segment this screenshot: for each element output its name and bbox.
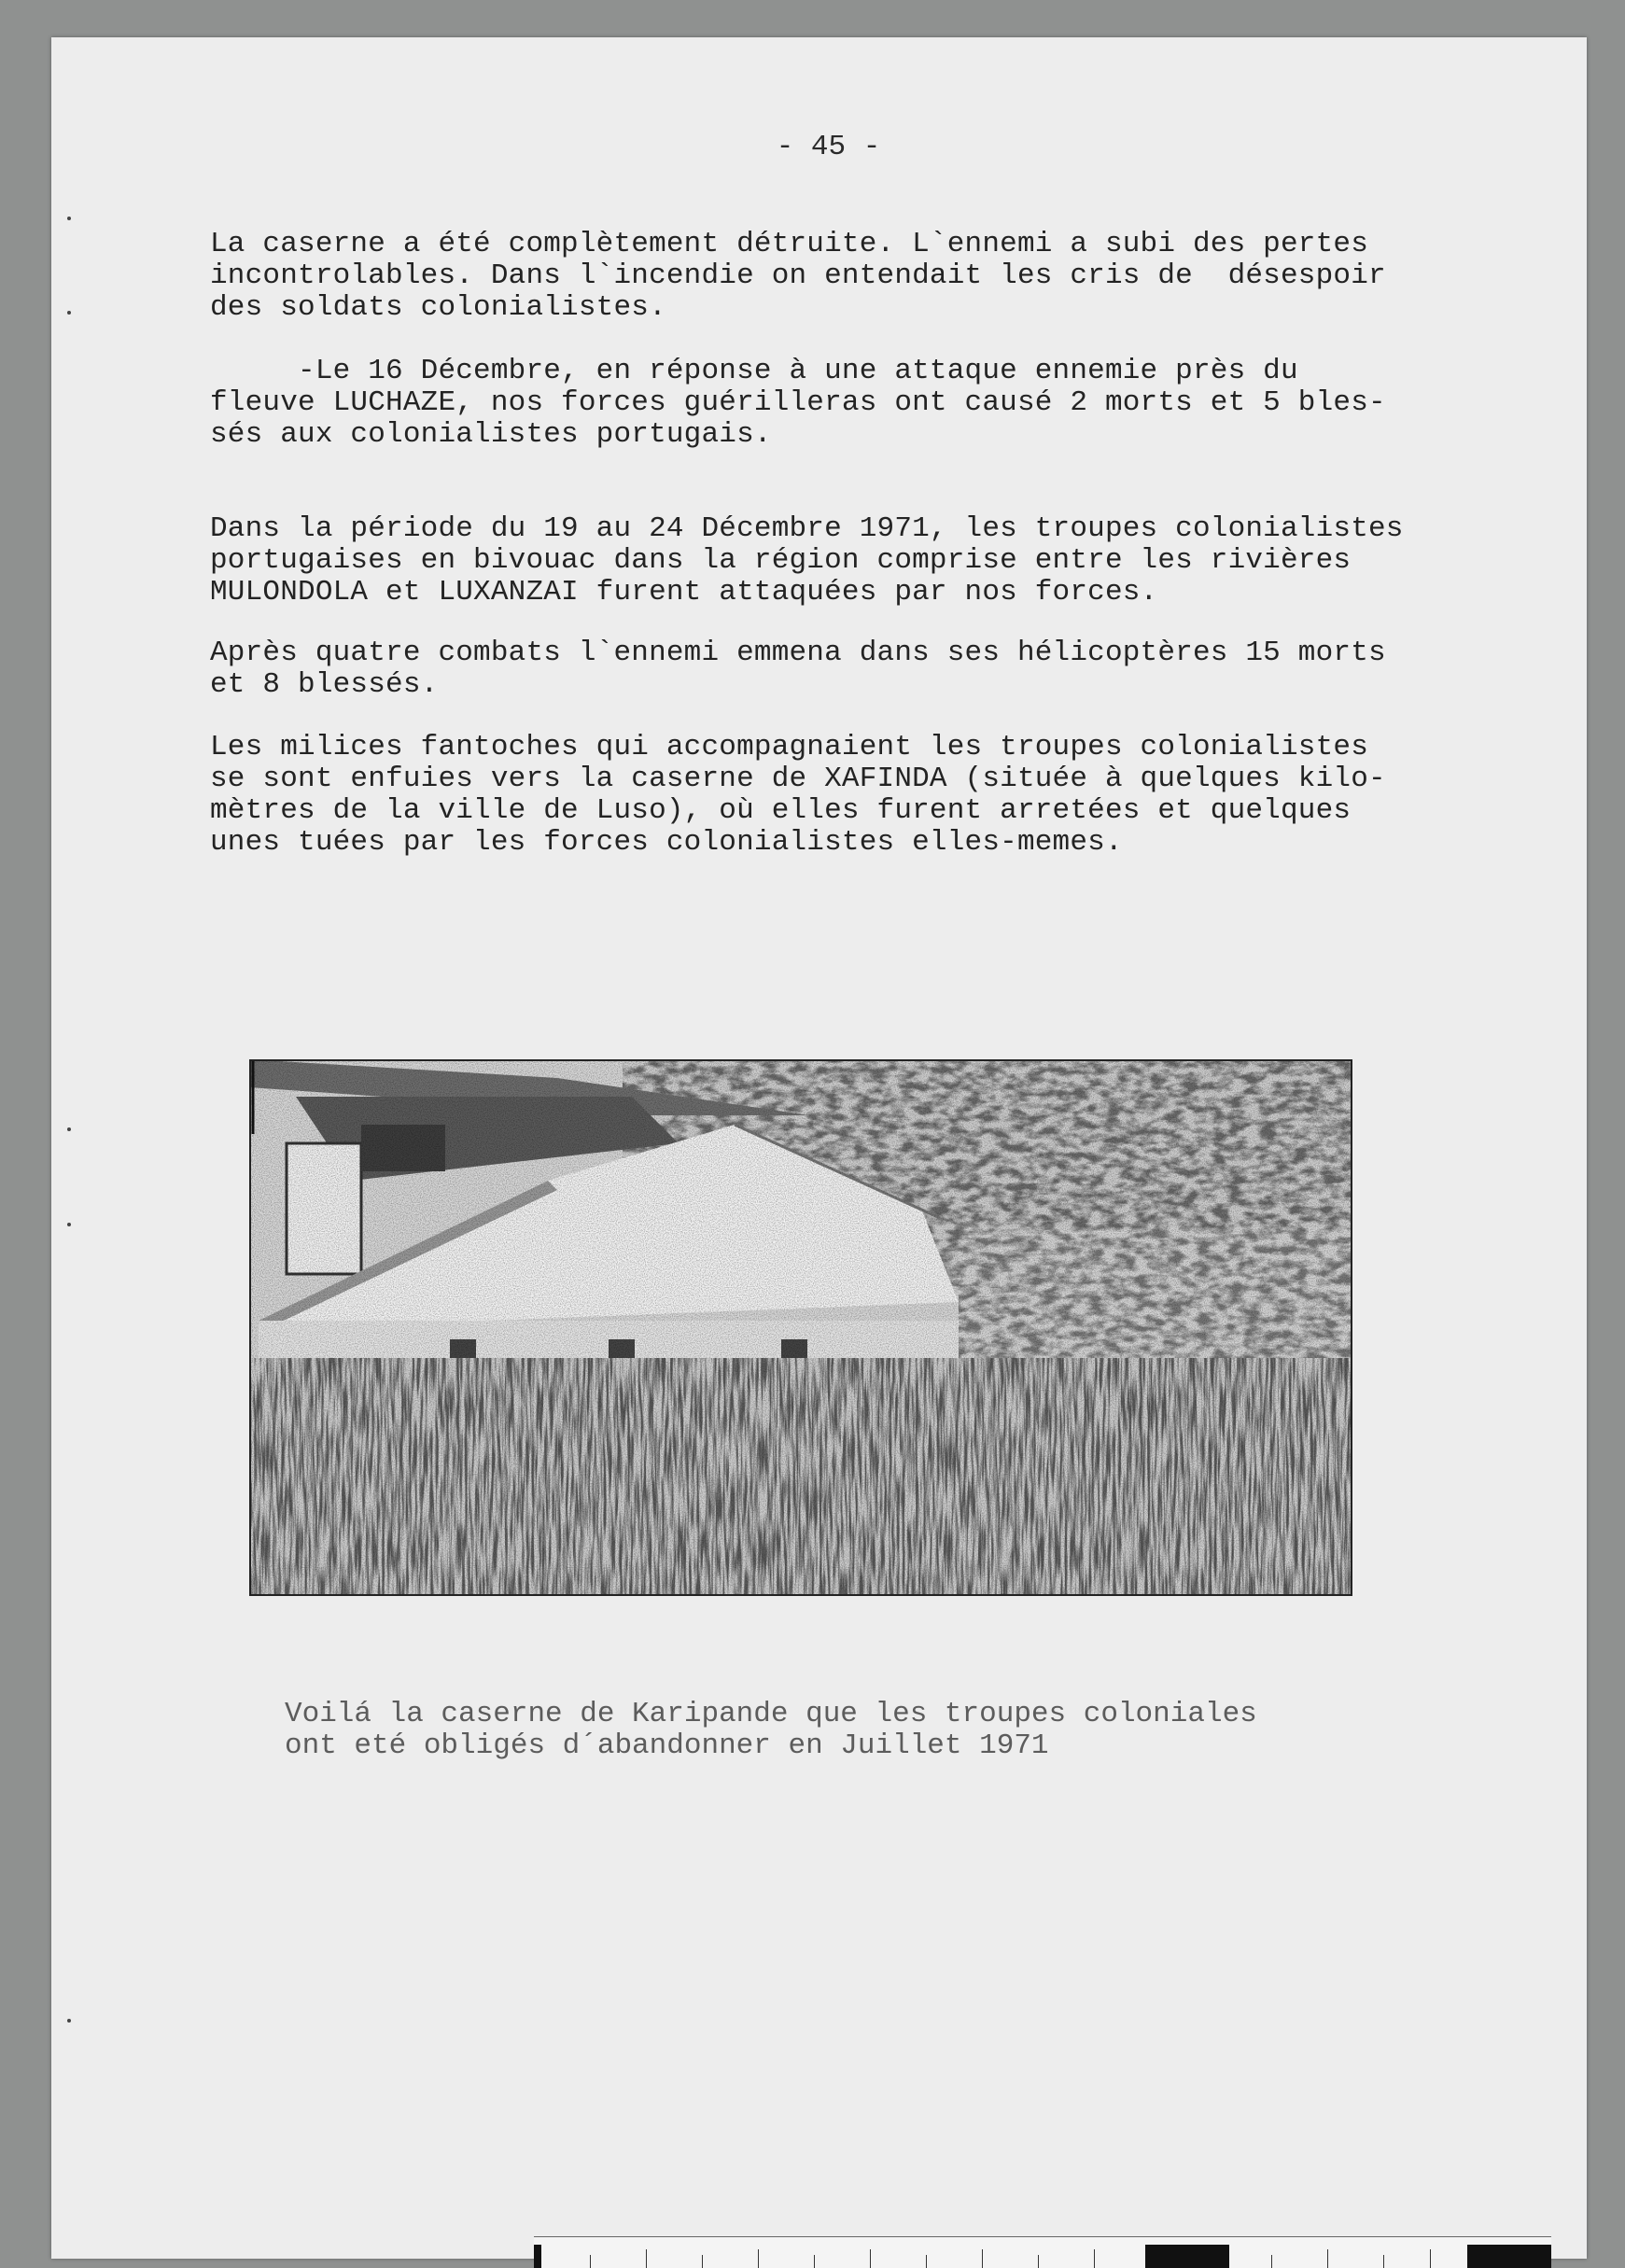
margin-mark	[67, 1127, 71, 1131]
margin-mark	[67, 2019, 71, 2023]
barracks-photo	[249, 1059, 1352, 1596]
paragraph-barracks-destroyed: La caserne a été complètement détruite. L`ennemi a subi des pertes incontrolables. Dans l`incendie on entendait les cris de désespoir des soldats colonialistes.	[210, 228, 1386, 324]
margin-mark	[67, 217, 71, 220]
page-number: - 45 -	[776, 131, 881, 163]
paragraph-luchaze-attack: -Le 16 Décembre, en réponse à une attaque ennemie près du fleuve LUCHAZE, nos forces guérilleras ont causé 2 morts et 5 bles- sés aux colonialistes portugais.	[210, 355, 1386, 451]
barracks-photo-image	[249, 1059, 1352, 1596]
document-page	[51, 37, 1587, 2259]
photo-caption: Voilá la caserne de Karipande que les troupes coloniales ont eté obligés d´abandonner en Juillet 1971	[285, 1698, 1257, 1762]
paragraph-combats: Après quatre combats l`ennemi emmena dans ses hélicoptères 15 morts et 8 blessés.	[210, 637, 1386, 701]
paragraph-militia-fled: Les milices fantoches qui accompagnaient les troupes colonialistes se sont enfuies vers la caserne de XAFINDA (située à quelques kilo- mètres de la ville de Luso), où elles furent arretées et quelques unes tuées par les forces colonialistes elles-memes.	[210, 731, 1386, 859]
paragraph-bivouac-attack: Dans la période du 19 au 24 Décembre 1971, les troupes colonialistes portugaises en bivouac dans la région comprise entre les rivières MULONDOLA et LUXANZAI furent attaquées par nos forces.	[210, 512, 1404, 609]
margin-mark	[67, 1223, 71, 1226]
margin-mark	[67, 311, 71, 315]
color-scale-ruler	[534, 2236, 1551, 2268]
